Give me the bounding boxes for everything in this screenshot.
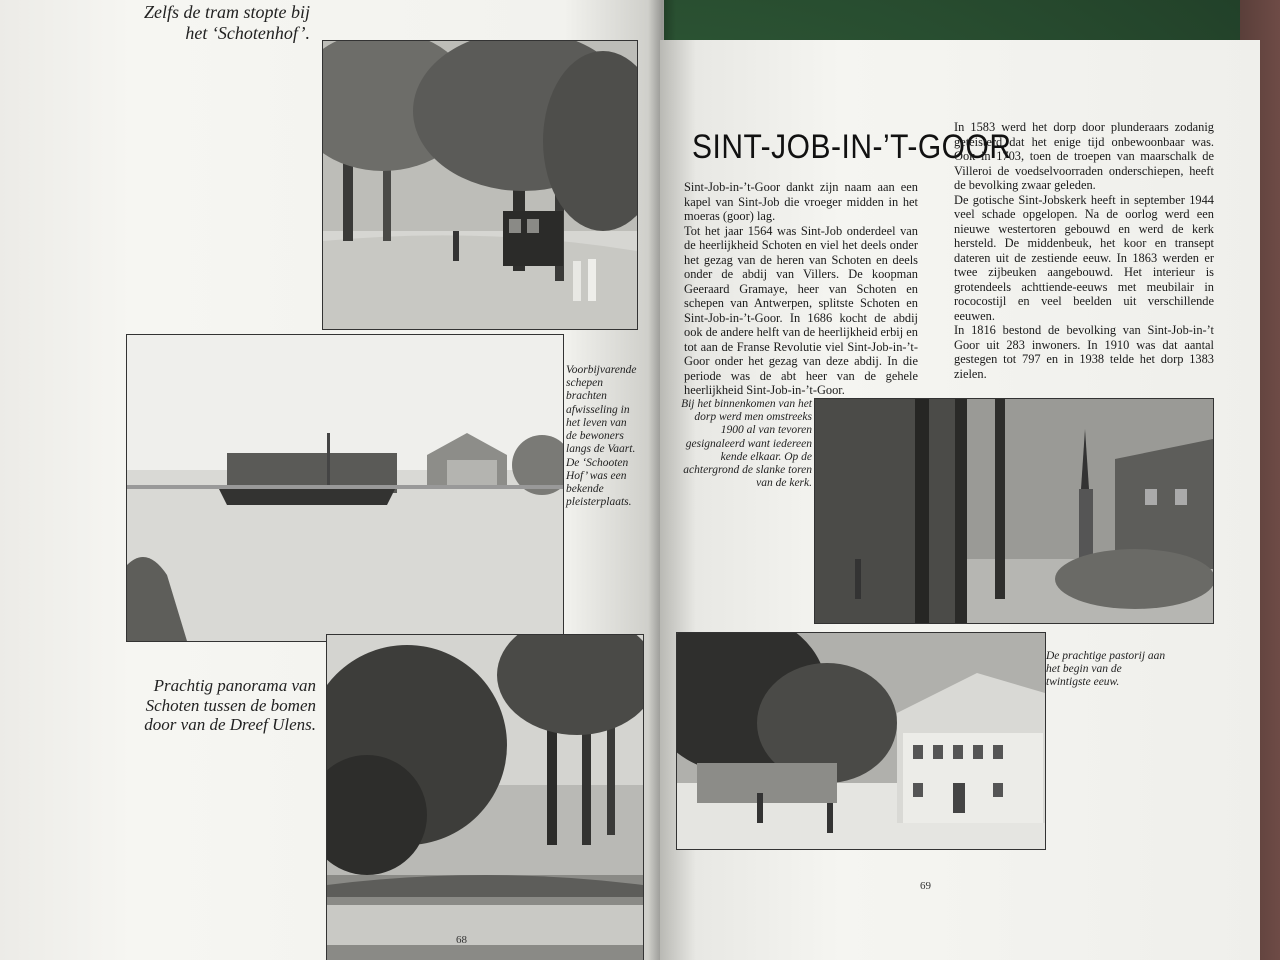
photo-panorama-dreef-ulens: [326, 634, 644, 960]
caption-boats: Voorbijvarende schepen brachten afwisseling in het leven van de bewoners langs de Vaart. De ‘Schooten Hof’ was een bekende pleisterplaats.: [566, 364, 637, 509]
chapter-title: SINT-JOB-IN-’T-GOOR: [692, 128, 1012, 166]
text-column-1: [684, 180, 918, 398]
photo-canal-boats: [126, 334, 564, 642]
photo-tram-schotenhof: [322, 40, 638, 330]
paragraph: De gotische Sint-Jobskerk heeft in september 1944 veel schade opgelopen. Na de oorlog werd een nieuwe westertoren gebouwd en werd de kerk hersteld. De middenbeuk, het koor en transept dateren uit de zestiende eeuw. In 1863 werden er twee zijbeuken aangebouwd. Het interieur is grotendeels achttiende-eeuws met meubilair in rococostijl en veel beelden uit verschillende eeuwen.: [954, 192, 1214, 323]
page-number-right: 69: [920, 880, 931, 892]
paragraph: In 1583 werd het dorp door plunderaars zodanig geteisterd dat het enige tijd onbewoonbaar was. Ook in 1703, toen de troepen van maarschalk de Villeroi de voedselvoorraden onderschiepen, heeft de bevolking zwaar geleden.: [954, 120, 1214, 192]
text-column-2: [954, 120, 1214, 381]
page-number-left: 68: [456, 934, 467, 946]
paragraph: Tot het jaar 1564 was Sint-Job onderdeel van de heerlijkheid Schoten en viel het deels onder het gezag van de heren van Schoten en deels onder de abdij van Villers. De koopman Geeraard Gramaye, heer van Schoten en schepen van Antwerpen, splitste Schoten en Sint-Job-in-’t-Goor. In 1686 kocht de abdij ook de andere helft van de heerlijkheid erbij en tot aan de Franse Revolutie viel Sint-Job-in-’t-Goor onder het gezag van deze abdij. In die periode was de abt heer van de gehele heerlijkheid Sint-Job-in-’t-Goor.: [684, 223, 918, 397]
caption-village-entrance: Bij het binnenkomen van het dorp werd men omstreeks 1900 al van tevoren gesignaleerd want iedereen kende elkaar. Op de achtergrond de slanke toren van de kerk.: [681, 398, 812, 490]
caption-tram: Zelfs de tram stopte bij het ‘Schotenhof’.: [144, 2, 310, 43]
paragraph: In 1816 bestond de bevolking van Sint-Job-in-’t Goor uit 283 inwoners. In 1910 was dat aantal gestegen tot 797 en in 1938 telde het dorp 1383 zielen.: [954, 323, 1214, 381]
photo-village-entrance: [814, 398, 1214, 624]
paragraph: Sint-Job-in-’t-Goor dankt zijn naam aan een kapel van Sint-Job die vroeger midden in het moeras (goor) lag.: [684, 180, 918, 223]
caption-panorama: Prachtig panorama van Schoten tussen de bomen door van de Dreef Ulens.: [144, 676, 316, 735]
caption-pastorij: De prachtige pastorij aan het begin van de twintigste eeuw.: [1046, 650, 1166, 689]
photo-pastorij: [676, 632, 1046, 850]
